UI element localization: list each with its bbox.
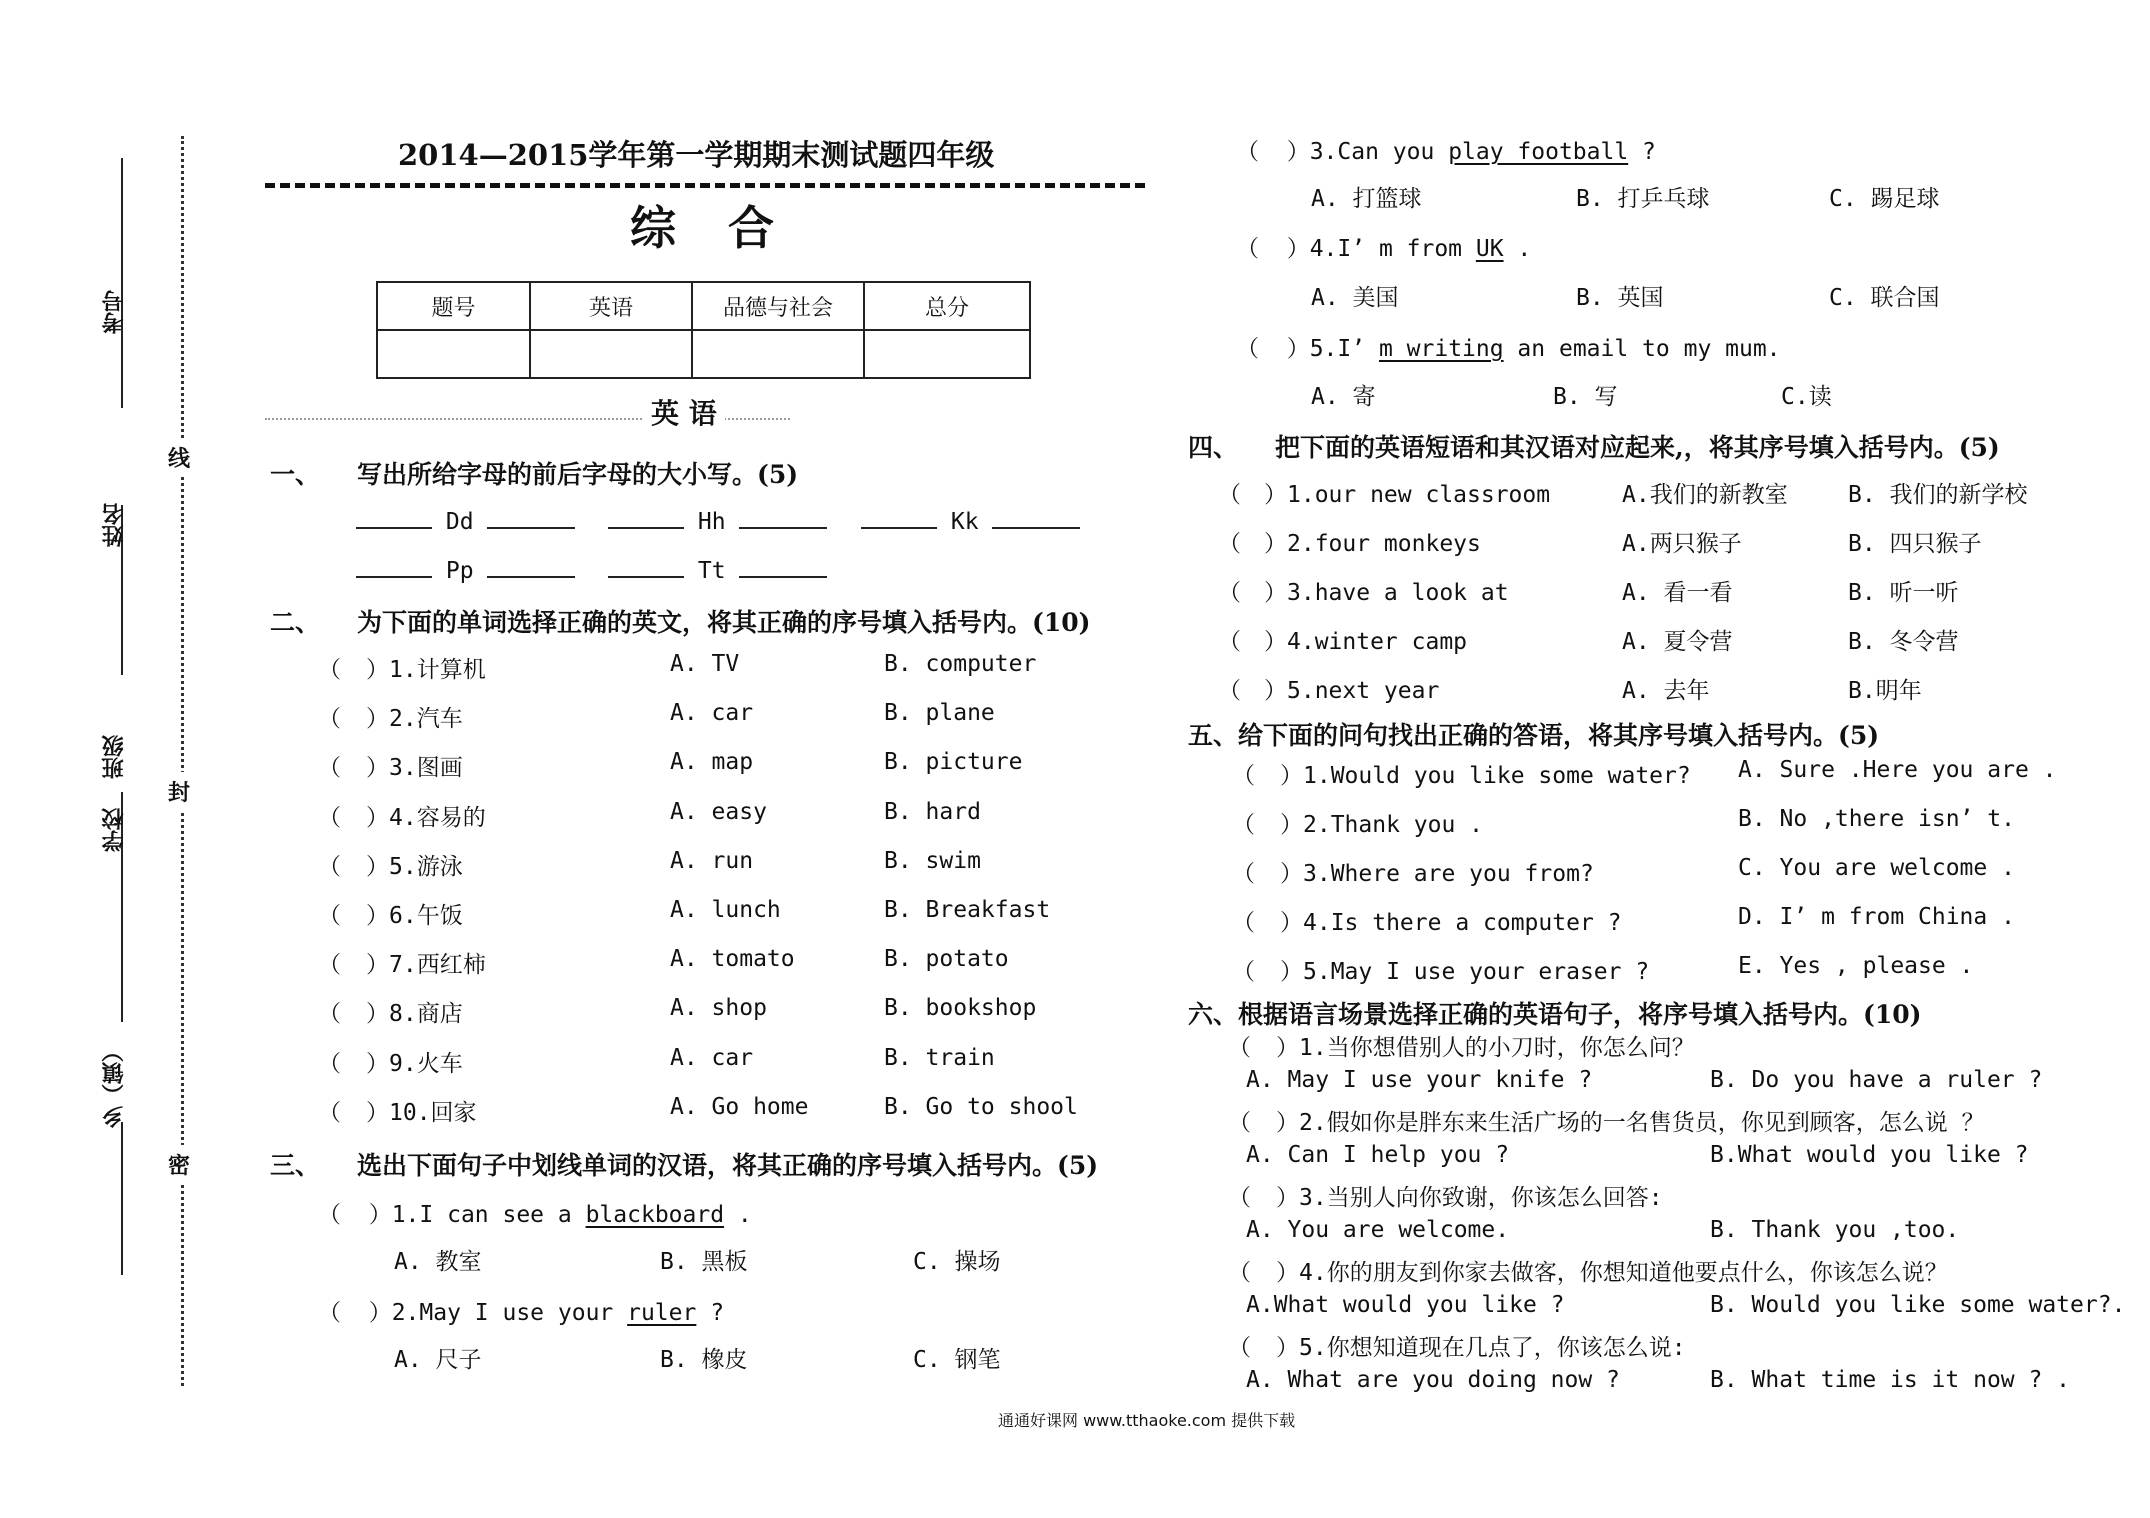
answer-option: C. You are welcome . [1738, 855, 2015, 881]
answer-bracket[interactable]: （ [318, 1001, 341, 1028]
answer-blank[interactable] [739, 505, 827, 529]
subject-title: 综 合 [630, 201, 793, 255]
scenario-text: ）1.当你想借别人的小刀时，你怎么问？ [1276, 1035, 1695, 1061]
part3-question-3: （ ）3.Can you play football ? [1236, 139, 1656, 165]
part4-heading: 把下面的英语短语和其汉语对应起来,，将其序号填入括号内。(5) [1275, 433, 2000, 462]
question-text: ）8.商店 [366, 1001, 463, 1028]
option-a: A. run [670, 847, 754, 874]
question-text: ）4.Is there a computer ? [1280, 910, 1622, 936]
binding-label-class: 班级 [101, 735, 127, 779]
option-b: B. 黑板 [660, 1249, 748, 1275]
scenario-text: ）4.你的朋友到你家去做客，你想知道他要点什么，你该怎么说？ [1276, 1260, 1948, 1286]
option-b: B. potato [884, 946, 1009, 973]
answer-bracket[interactable]: （ [1218, 580, 1241, 606]
option-a: A. 去年 [1622, 678, 1710, 704]
option-a: A. car [670, 1044, 754, 1071]
question-text: ）1.Would you like some water? [1280, 763, 1691, 789]
answer-bracket[interactable]: （ [1228, 1185, 1251, 1211]
phrase-text: ）3.have a look at [1264, 580, 1509, 606]
answer-bracket[interactable]: （ [1232, 910, 1255, 936]
footer-source: 通通好课网 www.tthaoke.com 提供下载 [998, 1411, 1296, 1430]
scenario-text: ）2.假如你是胖东来生活广场的一名售货员，你见到顾客，怎么说 ？ [1276, 1110, 1985, 1136]
answer-option: D. I’ m from China . [1738, 904, 2015, 930]
option-a: A. 看一看 [1622, 580, 1733, 606]
answer-bracket[interactable]: （ [1218, 482, 1241, 508]
phrase-text: ）2.four monkeys [1264, 531, 1481, 557]
letter-dd: Dd [445, 509, 474, 535]
option-c: C. 联合国 [1829, 285, 1940, 311]
part5-heading: 五、给下面的问句找出正确的答语，将其序号填入括号内。(5) [1188, 721, 1880, 750]
option-a: A. map [670, 749, 754, 776]
underlined-word: UK [1475, 236, 1504, 262]
option-b: B. Go to shool [884, 1093, 1078, 1120]
seal-dotted-line [181, 136, 184, 1386]
answer-blank[interactable] [739, 554, 827, 578]
seal-char-feng: 封 [168, 772, 190, 811]
binding-line [121, 1145, 123, 1275]
part3-question-4: （ ）4.I’ m from UK . [1236, 236, 1532, 262]
answer-bracket[interactable]: （ [1228, 1035, 1251, 1061]
option-b: B. Would you like some water?. [1710, 1292, 2126, 1318]
title-dashed-rule [265, 183, 1145, 188]
option-a: A. 夏令营 [1622, 629, 1733, 655]
option-a: A. lunch [670, 897, 781, 923]
letter-row [608, 505, 827, 535]
scenario-text: ）3.当别人向你致谢，你该怎么回答: [1276, 1185, 1663, 1211]
answer-bracket[interactable]: （ [318, 804, 341, 831]
answer-bracket[interactable]: （ [1232, 812, 1255, 838]
option-a: A. 教室 [394, 1249, 482, 1275]
score-cell-blank[interactable] [377, 330, 530, 378]
underlined-word: blackboard [585, 1202, 725, 1228]
question-text: ）9.火车 [366, 1050, 463, 1077]
score-header-total: 总分 [864, 282, 1030, 330]
option-a: A. 打篮球 [1311, 186, 1422, 212]
answer-blank[interactable] [487, 505, 575, 529]
answer-blank[interactable] [356, 554, 432, 578]
part6-heading: 六、根据语言场景选择正确的英语句子，将序号填入括号内。(10) [1188, 1000, 1922, 1029]
underlined-word: ruler [627, 1300, 697, 1326]
score-header-morality: 品德与社会 [692, 282, 864, 330]
option-b: B. plane [884, 700, 995, 727]
option-a: A. TV [670, 651, 740, 677]
answer-bracket[interactable]: （ [318, 853, 341, 880]
phrase-text: ）1.our new classroom [1264, 482, 1551, 508]
answer-bracket[interactable]: （ [318, 903, 341, 929]
section-title-english: 英 语 [643, 392, 725, 432]
phrase-text: ）4.winter camp [1264, 629, 1468, 655]
answer-bracket[interactable]: （ [1218, 678, 1241, 704]
letter-kk: Kk [950, 509, 979, 535]
option-b: B. 打乒乓球 [1576, 186, 1710, 212]
question-text: ）2.Thank you . [1280, 812, 1484, 838]
letter-row [861, 505, 1080, 535]
part1-number: 一、 [270, 460, 321, 489]
option-b: B. Thank you ,too. [1710, 1217, 1960, 1243]
option-a: A. Go home [670, 1093, 809, 1120]
binding-label-school: 学校 [101, 808, 127, 852]
option-b: B.明年 [1848, 678, 1922, 704]
option-b: B. 写 [1553, 384, 1618, 410]
part3-question-1: （ ）1.I can see a blackboard . [318, 1202, 752, 1228]
answer-bracket[interactable]: （ [318, 657, 341, 683]
option-b: B. 橡皮 [660, 1347, 748, 1373]
answer-blank[interactable] [487, 554, 575, 578]
part3-question-2: （ ）2.May I use your ruler ? [318, 1300, 725, 1326]
answer-bracket[interactable]: （ [1218, 629, 1241, 655]
question-text: ）7.西红柿 [366, 952, 486, 979]
score-header-number: 题号 [377, 282, 530, 330]
part4-number: 四、 [1188, 433, 1239, 462]
score-cell-blank[interactable] [692, 330, 864, 378]
answer-blank[interactable] [608, 554, 684, 578]
option-a: A. You are welcome. [1246, 1217, 1510, 1243]
exam-title: 2014—2015学年第一学期期末测试题四年级 [398, 138, 995, 172]
answer-option: E. Yes , please . [1738, 953, 1974, 979]
option-a: A.What would you like ? [1246, 1292, 1565, 1318]
option-a: A. 寄 [1311, 384, 1376, 410]
question-text: ）4.容易的 [366, 804, 486, 831]
option-b: B. 冬令营 [1848, 629, 1959, 655]
option-b: B. bookshop [884, 995, 1037, 1022]
part1-heading: 写出所给字母的前后字母的大小写。(5) [357, 460, 799, 489]
letter-row [356, 554, 575, 584]
option-b: B. picture [884, 749, 1023, 776]
option-a: A. tomato [670, 946, 795, 973]
answer-option: B. No ,there isn’ t. [1738, 806, 2015, 832]
binding-line [121, 158, 123, 408]
answer-bracket[interactable]: （ [318, 952, 341, 979]
option-b: B. 英国 [1576, 285, 1664, 311]
score-cell-blank[interactable] [530, 330, 692, 378]
seal-char-mi: 密 [168, 1145, 190, 1184]
part3-question-5: （ ）5.I’ m writing an email to my mum. [1236, 336, 1781, 362]
question-text: ）10.回家 [366, 1099, 477, 1126]
option-c: C. 钢笔 [913, 1347, 1001, 1373]
option-b: B. Do you have a ruler ? [1710, 1067, 2043, 1093]
underlined-word: play football [1448, 139, 1629, 165]
answer-bracket[interactable]: （ [318, 1099, 341, 1126]
question-text: ）1.计算机 [366, 657, 486, 683]
answer-bracket[interactable]: （ [318, 755, 341, 782]
answer-blank[interactable] [608, 505, 684, 529]
answer-bracket[interactable]: （ [1232, 959, 1255, 985]
answer-bracket[interactable]: （ [1228, 1110, 1251, 1136]
answer-blank[interactable] [356, 505, 432, 529]
score-table [376, 281, 1031, 379]
answer-bracket[interactable]: （ [318, 706, 341, 733]
letter-row [356, 505, 575, 535]
score-header-english: 英语 [530, 282, 692, 330]
option-c: C.读 [1781, 384, 1832, 410]
option-a: A.两只猴子 [1622, 531, 1742, 557]
letter-hh: Hh [697, 509, 726, 535]
option-a: A.我们的新教室 [1622, 482, 1788, 508]
letter-row [608, 554, 827, 584]
option-b: B. train [884, 1044, 995, 1071]
answer-blank[interactable] [992, 505, 1080, 529]
question-text: ）5.May I use your eraser ? [1280, 959, 1650, 985]
question-text: ）3.图画 [366, 755, 463, 782]
option-b: B. 四只猴子 [1848, 531, 1982, 557]
option-b: B. hard [884, 798, 981, 825]
option-a: A. shop [670, 995, 767, 1022]
answer-bracket[interactable]: （ [318, 1050, 341, 1077]
option-a: A. May I use your knife ? [1246, 1067, 1593, 1093]
part2-heading: 为下面的单词选择正确的英文，将其正确的序号填入括号内。(10) [357, 608, 1091, 637]
scenario-text: ）5.你想知道现在几点了，你该怎么说: [1276, 1335, 1686, 1361]
option-b: B. What time is it now ? . [1710, 1367, 2071, 1393]
binding-label-exam-no: 考号 [101, 290, 127, 334]
option-a: A. What are you doing now ? [1246, 1367, 1620, 1393]
question-text: ）2.汽车 [366, 706, 463, 733]
option-a: A. car [670, 700, 754, 727]
letter-pp: Pp [445, 558, 474, 584]
option-b: B. 我们的新学校 [1848, 482, 2028, 508]
question-text: ）5.游泳 [366, 853, 463, 880]
answer-bracket[interactable]: （ [1228, 1335, 1251, 1361]
answer-bracket[interactable]: （ [1232, 763, 1255, 789]
option-a: A. easy [670, 798, 767, 825]
score-cell-blank[interactable] [864, 330, 1030, 378]
option-a: A. 美国 [1311, 285, 1399, 311]
letter-tt: Tt [697, 558, 726, 584]
answer-bracket[interactable]: （ [1232, 861, 1255, 887]
answer-bracket[interactable]: （ [1218, 531, 1241, 557]
binding-label-township: 乡（镇） [101, 1040, 127, 1128]
part3-number: 三、 [270, 1151, 321, 1180]
answer-bracket[interactable]: （ [1228, 1260, 1251, 1286]
option-c: C. 踢足球 [1829, 186, 1940, 212]
binding-label-name: 姓名 [101, 503, 127, 547]
answer-blank[interactable] [861, 505, 937, 529]
option-a: A. 尺子 [394, 1347, 482, 1373]
seal-char-xian: 线 [168, 438, 190, 477]
underlined-word: m writing [1378, 336, 1504, 362]
question-text: ）3.Where are you from? [1280, 861, 1594, 887]
option-b: B. Breakfast [884, 897, 1051, 923]
answer-option: A. Sure .Here you are . [1738, 757, 2057, 783]
part2-number: 二、 [270, 608, 321, 637]
option-b: B. 听一听 [1848, 580, 1959, 606]
option-c: C. 操场 [913, 1249, 1001, 1275]
question-text: ）6.午饭 [366, 903, 463, 929]
option-b: B. swim [884, 847, 981, 874]
option-b: B. computer [884, 651, 1037, 677]
option-a: A. Can I help you ? [1246, 1142, 1510, 1168]
phrase-text: ）5.next year [1264, 678, 1440, 704]
option-b: B.What would you like ? [1710, 1142, 2029, 1168]
part3-heading: 选出下面句子中划线单词的汉语，将其正确的序号填入括号内。(5) [357, 1151, 1099, 1180]
